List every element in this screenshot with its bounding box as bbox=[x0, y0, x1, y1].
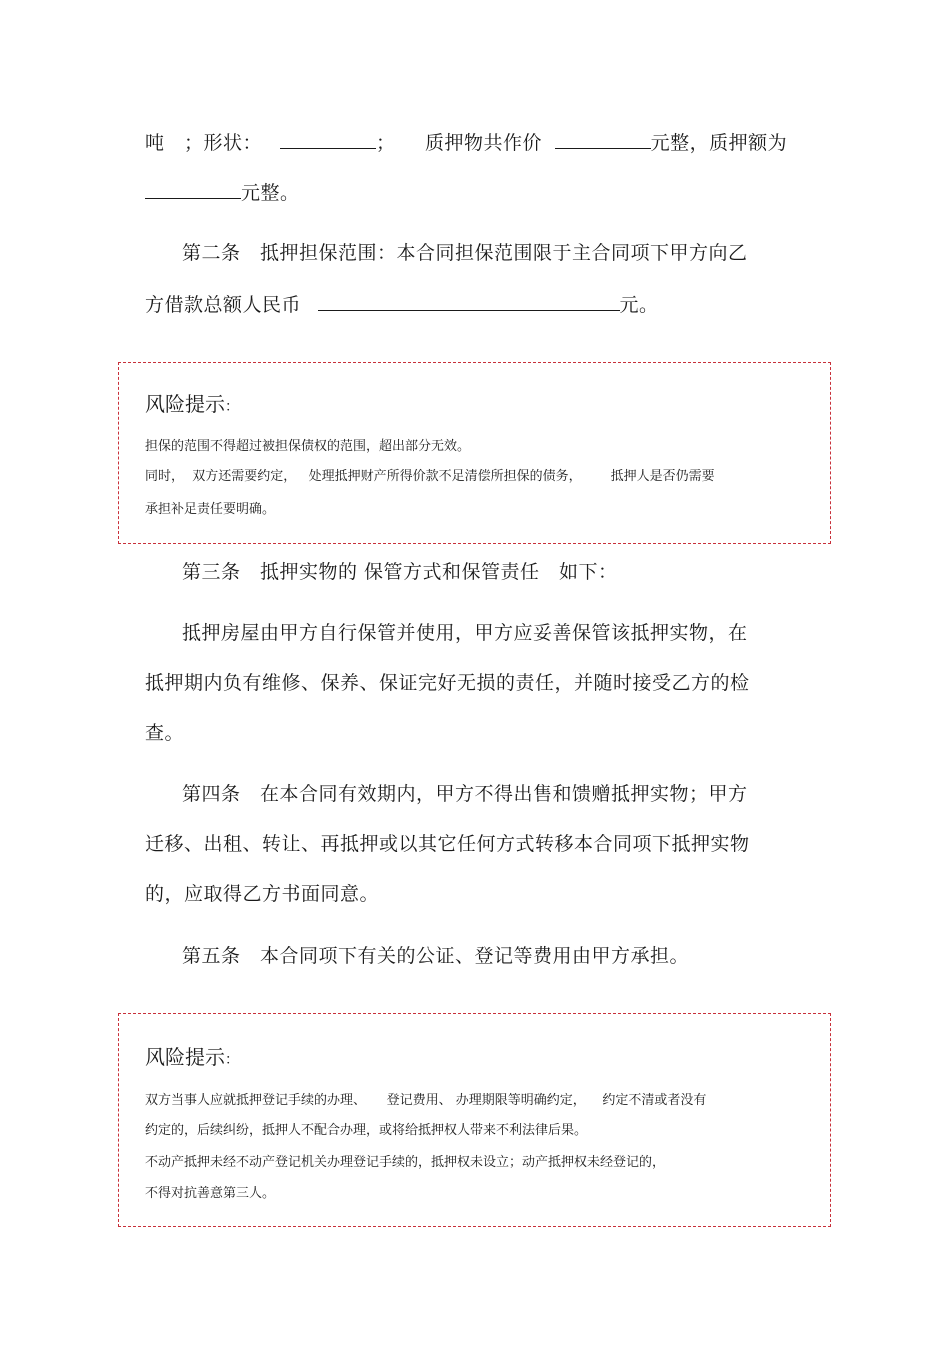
pledge-total-price-label: ； 质押物共作价 bbox=[376, 132, 549, 154]
article5-line: 第五条 本合同项下有关的公证、登记等费用由甲方承担。 bbox=[182, 945, 690, 967]
pledge-amount-unit: 元整。 bbox=[241, 182, 300, 204]
article4-line-3: 的，应取得乙方书面同意。 bbox=[145, 883, 380, 905]
risk2-line-1: 双方当事人应就抵押登记手续的办理、 登记费用、 办理期限等明确约定， 约定不清或者没有 bbox=[145, 1093, 707, 1108]
risk-notice-title-1 bbox=[145, 392, 239, 419]
risk-title-colon: ： bbox=[225, 399, 239, 415]
risk-title-text: 风险提示 bbox=[145, 1045, 225, 1069]
price-blank bbox=[555, 130, 651, 149]
article4-line-1: 第四条 在本合同有效期内，甲方不得出售和馈赠抵押实物；甲方 bbox=[182, 783, 748, 805]
loan-total-unit: 元。 bbox=[619, 294, 659, 316]
article3-body-line-1: 抵押房屋由甲方自行保管并使用，甲方应妥善保管该抵押实物，在 bbox=[182, 622, 748, 644]
article3-body-line-3: 查。 bbox=[145, 722, 185, 744]
article3-body-line-2: 抵押期内负有维修、保养、保证完好无损的责任，并随时接受乙方的检 bbox=[145, 672, 750, 694]
article2-line2 bbox=[145, 292, 659, 317]
loan-total-blank bbox=[318, 292, 620, 311]
risk-title-text: 风险提示 bbox=[145, 392, 225, 416]
article2-line1: 第二条 抵押担保范围：本合同担保范围限于主合同项下甲方向乙 bbox=[182, 242, 748, 264]
loan-total-label: 方借款总额人民币 bbox=[145, 294, 308, 316]
article3-heading: 第三条 抵押实物的 保管方式和保管责任 如下： bbox=[182, 561, 618, 583]
risk2-line-3: 不动产抵押未经不动产登记机关办理登记手续的，抵押权未设立；动产抵押权未经登记的， bbox=[145, 1155, 666, 1170]
risk2-line-2: 约定的，后续纠纷，抵押人不配合办理，或将给抵押权人带来不利法律后果。 bbox=[145, 1123, 588, 1138]
risk-notice-box-1 bbox=[118, 362, 831, 544]
pledge-amount-line bbox=[145, 180, 300, 205]
pledge-unit-shape-label: 吨 ；形状： bbox=[145, 132, 263, 154]
risk-title-colon: ： bbox=[225, 1052, 239, 1068]
risk2-line-4: 不得对抗善意第三人。 bbox=[145, 1186, 276, 1201]
risk1-line-1: 担保的范围不得超过被担保债权的范围，超出部分无效。 bbox=[145, 439, 471, 454]
risk-notice-box-2 bbox=[118, 1013, 831, 1227]
pledge-amount-label: 元整，质押额为 bbox=[650, 132, 788, 154]
pledge-shape-price-line bbox=[145, 130, 787, 155]
risk1-line-2: 同时， 双方还需要约定， 处理抵押财产所得价款不足清偿所担保的债务， 抵押人是否仍需要 bbox=[145, 469, 715, 484]
article4-line-2: 迁移、出租、转让、再抵押或以其它任何方式转移本合同项下抵押实物 bbox=[145, 833, 750, 855]
pledge-amount-blank bbox=[145, 180, 241, 199]
shape-blank bbox=[280, 130, 376, 149]
risk-notice-title-2 bbox=[145, 1045, 239, 1072]
risk1-line-3: 承担补足责任要明确。 bbox=[145, 502, 276, 517]
